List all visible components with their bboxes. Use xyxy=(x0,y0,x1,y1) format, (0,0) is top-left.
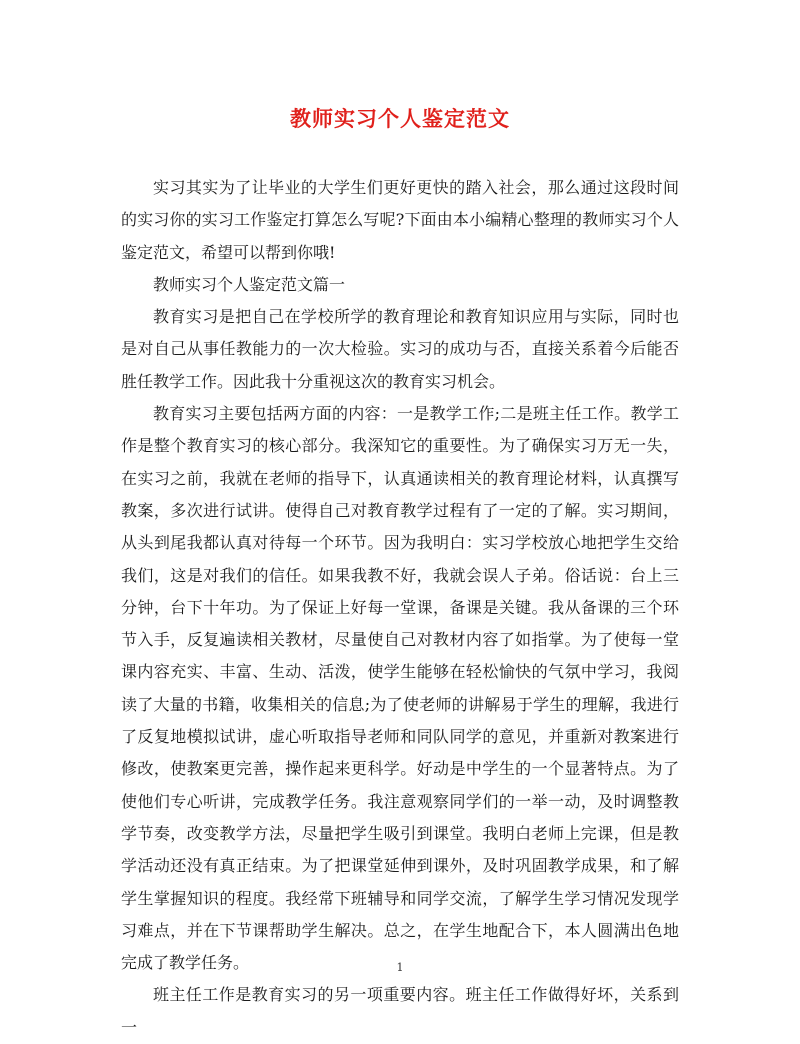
document-title: 教师实习个人鉴定范文 xyxy=(290,106,510,131)
paragraph-intro: 实习其实为了让毕业的大学生们更好更快的踏入社会，那么通过这段时间的实习你的实习工作鉴定打算怎么写呢?下面由本小编精心整理的教师实习个人鉴定范文，希望可以帮到你哦! xyxy=(121,178,679,262)
paragraph-internship-overview: 教育实习是把自己在学校所学的教育理论和教育知识应用与实际，同时也是对自己从事任教能力的一次大检验。实习的成功与否，直接关系着今后能否胜任教学工作。因此我十分重视这次的教育实习机会。 xyxy=(121,307,679,391)
page-number: 1 xyxy=(396,961,404,974)
paragraph-teaching-work: 教育实习主要包括两方面的内容：一是教学工作;二是班主任工作。教学工作是整个教育实习的核心部分。我深知它的重要性。为了确保实习万无一失，在实习之前，我就在老师的指导下，认真通读相关的教育理论材料，认真撰写教案，多次进行试讲。使得自己对教育教学过程有了一定的了解。实习期间，从头到尾我都认真对待每一个环节。因为我明白：实习学校放心地把学生交给我们，这是对我们的信任。如果我教不好，我就会误人子弟。俗话说：台上三分钟，台下十年功。为了保证上好每一堂课，备课是关键。我从备课的三个环节入手，反复遍读相关教材，尽量使自己对教材内容了如指掌。为了使每一堂课内容充实、丰富、生动、活泼，使学生能够在轻松愉快的气氛中学习，我阅读了大量的书籍，收集相关的信息;为了使老师的讲解易于学生的理解，我进行了反复地模拟试讲，虚心听取指导老师和同队同学的意见，并重新对教案进行修改，使教案更完善，操作起来更科学。好动是中学生的一个显著特点。为了使他们专心听讲，完成教学任务。我注意观察同学们的一举一动，及时调整教学节奏，改变教学方法，尽量把学生吸引到课堂。我明白老师上完课，但是教学活动还没有真正结束。为了把课堂延伸到课外，及时巩固教学成果，和了解学生掌握知识的程度。我经常下班辅导和同学交流，了解学生学习情况发现学习难点，并在下节课帮助学生解决。总之，在学生地配合下，本人圆满出色地完成了教学任务。 xyxy=(121,404,679,973)
paragraph-head-teacher-work: 班主任工作是教育实习的另一项重要内容。班主任工作做得好坏，关系到一 xyxy=(121,985,679,1037)
paragraph-section-heading: 教师实习个人鉴定范文篇一 xyxy=(153,274,346,294)
document-body xyxy=(121,172,679,1044)
